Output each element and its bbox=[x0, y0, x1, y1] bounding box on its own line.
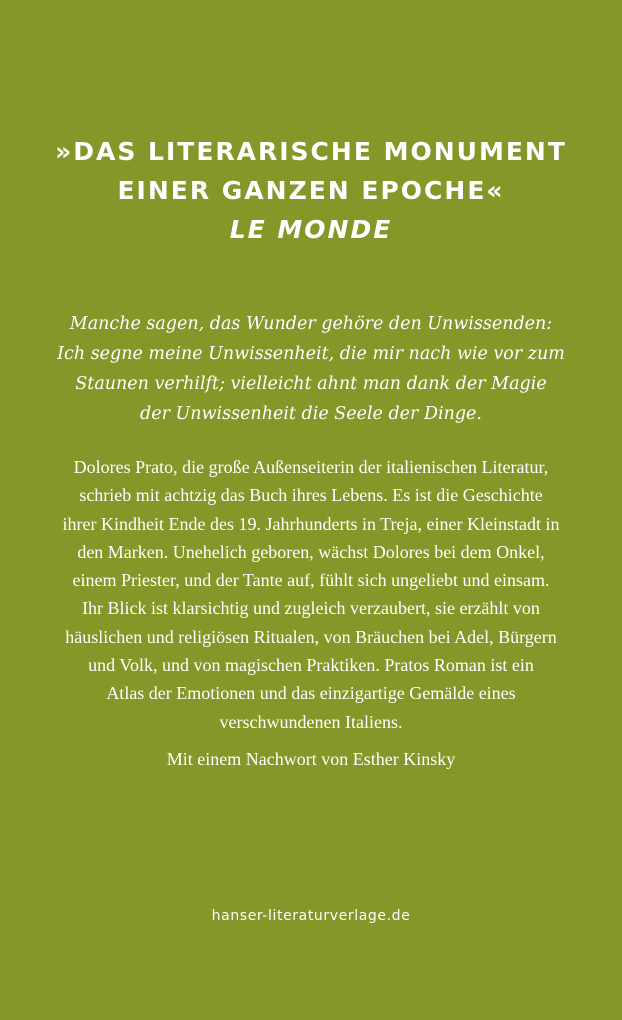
press-quote-line-1: »DAS LITERARISCHE MONUMENT bbox=[55, 137, 567, 166]
description-line: und Volk, und von magischen Praktiken. Pratos Roman ist ein bbox=[88, 655, 534, 676]
afterword-note: Mit einem Nachwort von Esther Kinsky bbox=[166, 749, 456, 769]
description-line: ihrer Kindheit Ende des 19. Jahrhunderts in Treja, einer Kleinstadt in bbox=[62, 513, 560, 534]
epigraph-line: der Unwissenheit die Seele der Dinge. bbox=[140, 404, 482, 424]
epigraph bbox=[0, 309, 622, 429]
description-line: schrieb mit achtzig das Buch ihres Lebens. Es ist die Geschichte bbox=[79, 485, 543, 506]
epigraph-line: Ich segne meine Unwissenheit, die mir nach wie vor zum bbox=[57, 344, 565, 364]
description-line: den Marken. Unehelich geboren, wächst Dolores bei dem Onkel, bbox=[77, 541, 545, 562]
epigraph-line: Manche sagen, das Wunder gehöre den Unwissenden: bbox=[69, 314, 553, 334]
publisher-website: hanser-literaturverlage.de bbox=[211, 908, 411, 924]
description-line: Ihr Blick ist klarsichtig und zugleich verzaubert, sie erzählt von bbox=[82, 598, 540, 619]
description-line: Atlas der Emotionen und das einzigartige Gemälde eines bbox=[106, 683, 516, 704]
epigraph-line: Staunen verhilft; vielleicht ahnt man dank der Magie bbox=[75, 374, 547, 394]
press-quote-source: LE MONDE bbox=[229, 215, 393, 244]
book-description bbox=[0, 453, 622, 736]
press-quote-line-2: EINER GANZEN EPOCHE« bbox=[117, 176, 505, 205]
description-line: Dolores Prato, die große Außenseiterin der italienischen Literatur, bbox=[73, 457, 549, 477]
description-line: verschwundenen Italiens. bbox=[219, 711, 403, 732]
description-line: einem Priester, und der Tante auf, fühlt sich ungeliebt und einsam. bbox=[72, 570, 550, 591]
description-line: häuslichen und religiösen Ritualen, von Bräuchen bei Adel, Bürgern bbox=[65, 626, 557, 647]
press-quote bbox=[0, 132, 622, 249]
